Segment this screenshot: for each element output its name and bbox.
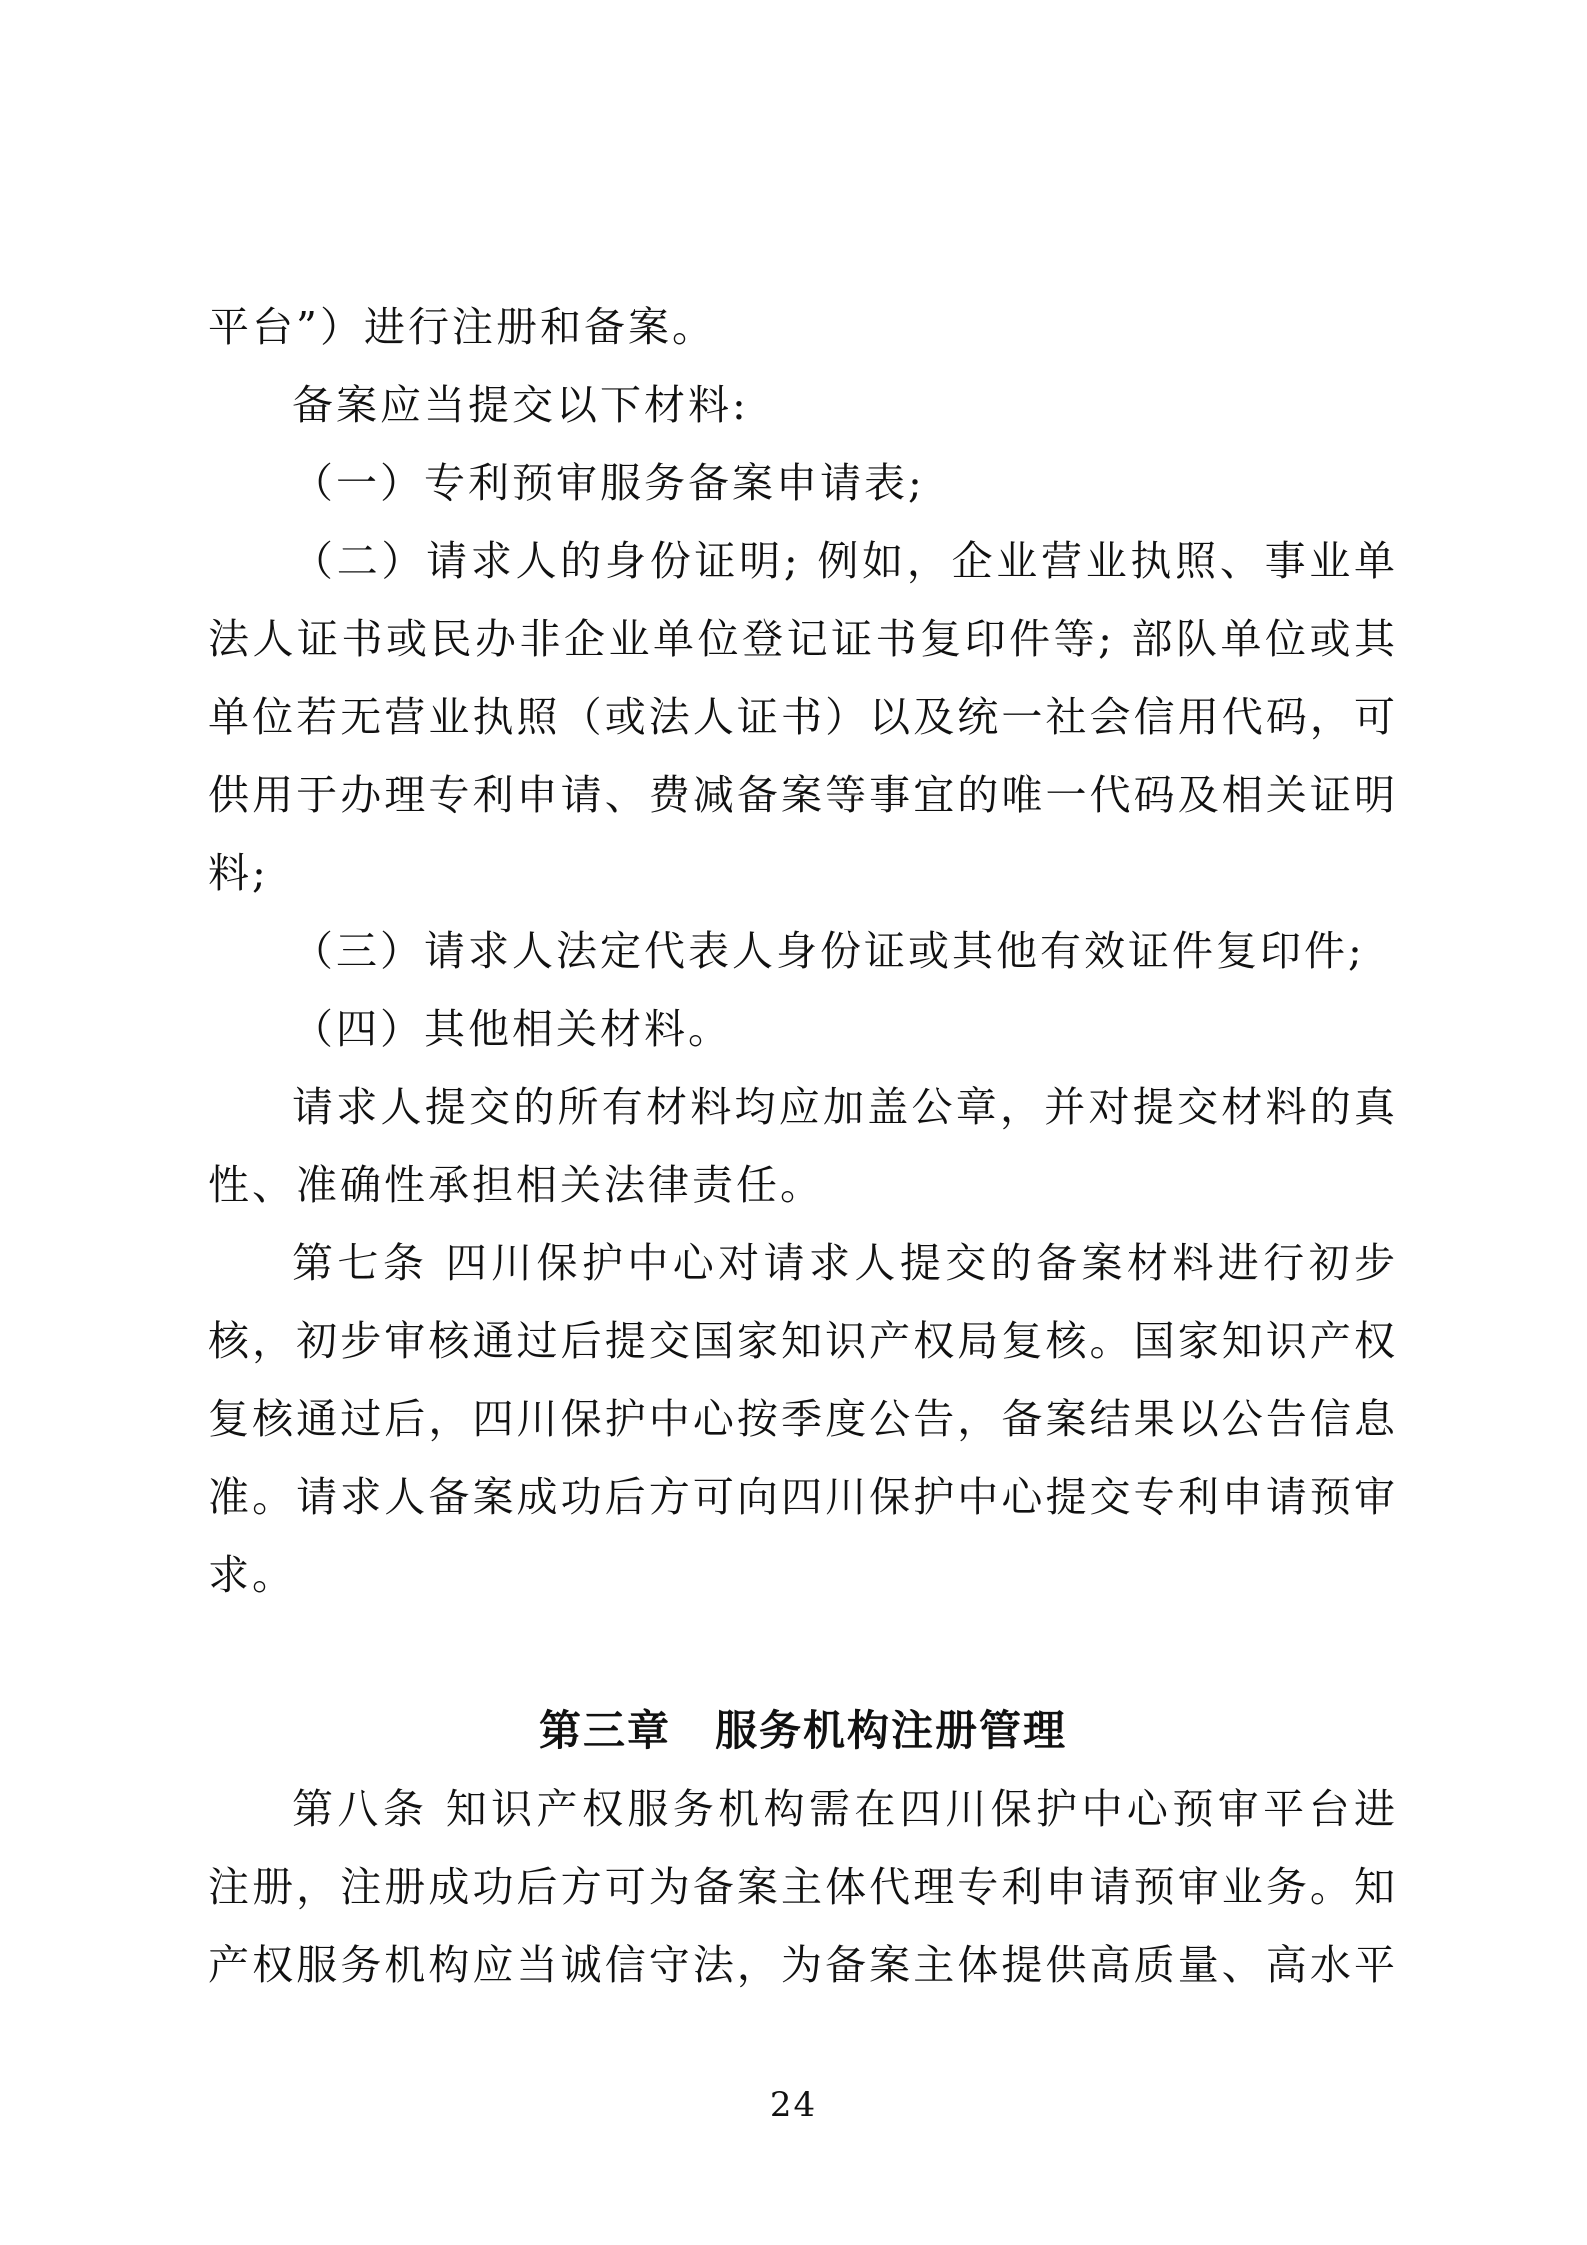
text-line: 求。 — [208, 1551, 296, 1599]
list-item: （三）请求人法定代表人身份证或其他有效证件复印件; — [292, 927, 1365, 975]
text-line: 产权服务机构应当诚信守法，为备案主体提供高质量、高水平 — [208, 1941, 1398, 1989]
text-line: 复核通过后，四川保护中心按季度公告，备案结果以公告信息 — [208, 1395, 1398, 1443]
text-line: 供用于办理专利申请、费减备案等事宜的唯一代码及相关证明 — [208, 771, 1398, 819]
list-item: （四）其他相关材料。 — [292, 1005, 732, 1053]
body-text — [208, 288, 1398, 2004]
text-line: 注册，注册成功后方可为备案主体代理专利申请预审业务。知 — [208, 1863, 1398, 1911]
text-line: 法人证书或民办非企业单位登记证书复印件等; 部队单位或其 — [208, 615, 1398, 663]
list-item: （二）请求人的身份证明; 例如，企业营业执照、事业单 — [292, 537, 1398, 585]
list-item: （一）专利预审服务备案申请表; — [292, 459, 925, 507]
text-line: 性、准确性承担相关法律责任。 — [208, 1161, 824, 1209]
chapter-heading: 第三章 服务机构注册管理 — [538, 1706, 1067, 1755]
text-line: 料; — [208, 849, 269, 897]
text-line: 请求人提交的所有材料均应加盖公章，并对提交材料的真 — [292, 1083, 1398, 1131]
text-line: 备案应当提交以下材料: — [292, 381, 749, 429]
text-line: 准。请求人备案成功后方可向四川保护中心提交专利申请预审 — [208, 1473, 1398, 1521]
text-line: 单位若无营业执照（或法人证书）以及统一社会信用代码，可 — [208, 693, 1398, 741]
section-spacer — [208, 1614, 1398, 1692]
article-line: 第七条 四川保护中心对请求人提交的备案材料进行初步 — [292, 1239, 1398, 1287]
article-line: 第八条 知识产权服务机构需在四川保护中心预审平台进 — [292, 1785, 1398, 1833]
page-number: 24 — [769, 2085, 818, 2125]
text-line: 核，初步审核通过后提交国家知识产权局复核。国家知识产权 — [208, 1317, 1398, 1365]
text-line: 平台”）进行注册和备案。 — [208, 303, 716, 351]
